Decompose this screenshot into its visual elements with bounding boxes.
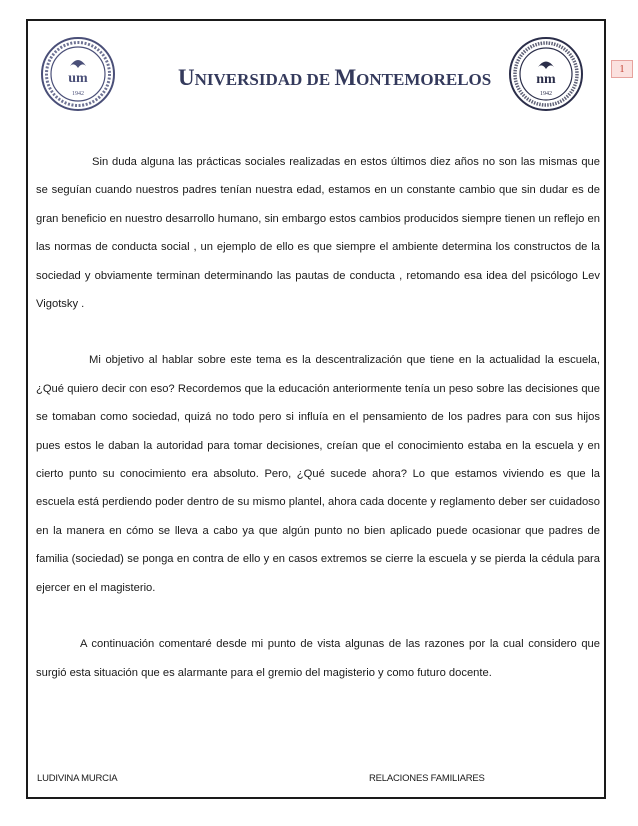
paragraph-2: Mi objetivo al hablar sobre este tema es la descentralización que tiene en la actualidad la escuela, ¿Qué quiero decir con eso? Recordemos que la educación anteriormente tenía un peso sobre las decisiones que se tomaban como sociedad, quizá no todo pero si influía en el pensamiento de los padres para con sus hijos pues estos le daban la autoridad para tomar decisiones, creían que el conocimiento estaba en la escuela y en cierto punto su conocimiento era absoluto. Pero, ¿Qué sucede ahora? Lo que estamos viviendo es que la escuela está perdiendo poder dentro de su mismo plantel, ahora cada docente y reglamento deber ser cuidadoso en la manera en cómo se lleva a cabo ya que algún punto no bien aplicado puede ocasionar que padres de familia (sociedad) se ponga en contra de ello y en casos extremos se cierre la escuela y se pierda la cédula para ejercer en el magisterio.	[36, 354, 600, 594]
seal-right-monogram: nm	[536, 72, 556, 87]
university-seal-left	[40, 36, 116, 112]
seal-left-year: 1942	[72, 91, 84, 97]
paragraph-3: A continuación comentaré desde mi punto de vista algunas de las razones por la cual considero que surgió esta situación que es alarmante para el gremio del magisterio y como futuro docente.	[36, 638, 600, 679]
document-body	[36, 148, 600, 687]
footer-author: LUDIVINA MURCIA	[37, 773, 118, 784]
seal-left-monogram: um	[68, 71, 88, 86]
normal-school-seal-right	[508, 36, 584, 112]
footer-course: RELACIONES FAMILIARES	[369, 773, 485, 784]
seal-right-year: 1942	[540, 91, 552, 97]
paragraph-1: Sin duda alguna las prácticas sociales realizadas en estos últimos diez años no son las mismas que se seguían cuando nuestros padres tenían nuestra edad, estamos en un constante cambio que sin dudar es de gran beneficio en nuestro desarrollo humano, sin embargo estos cambios producidos siempre tienen un reflejo en las normas de conducta social , un ejemplo de ello es que siempre el ambiente determina los constructos de la sociedad y obviamente terminan determinando las pautas de conducta , retomando esa idea del psicólogo Lev Vigotsky .	[36, 156, 600, 311]
page-number-badge: 1	[611, 60, 633, 78]
university-name-logo: UNIVERSIDAD DE MONTEMORELOS	[178, 65, 492, 90]
